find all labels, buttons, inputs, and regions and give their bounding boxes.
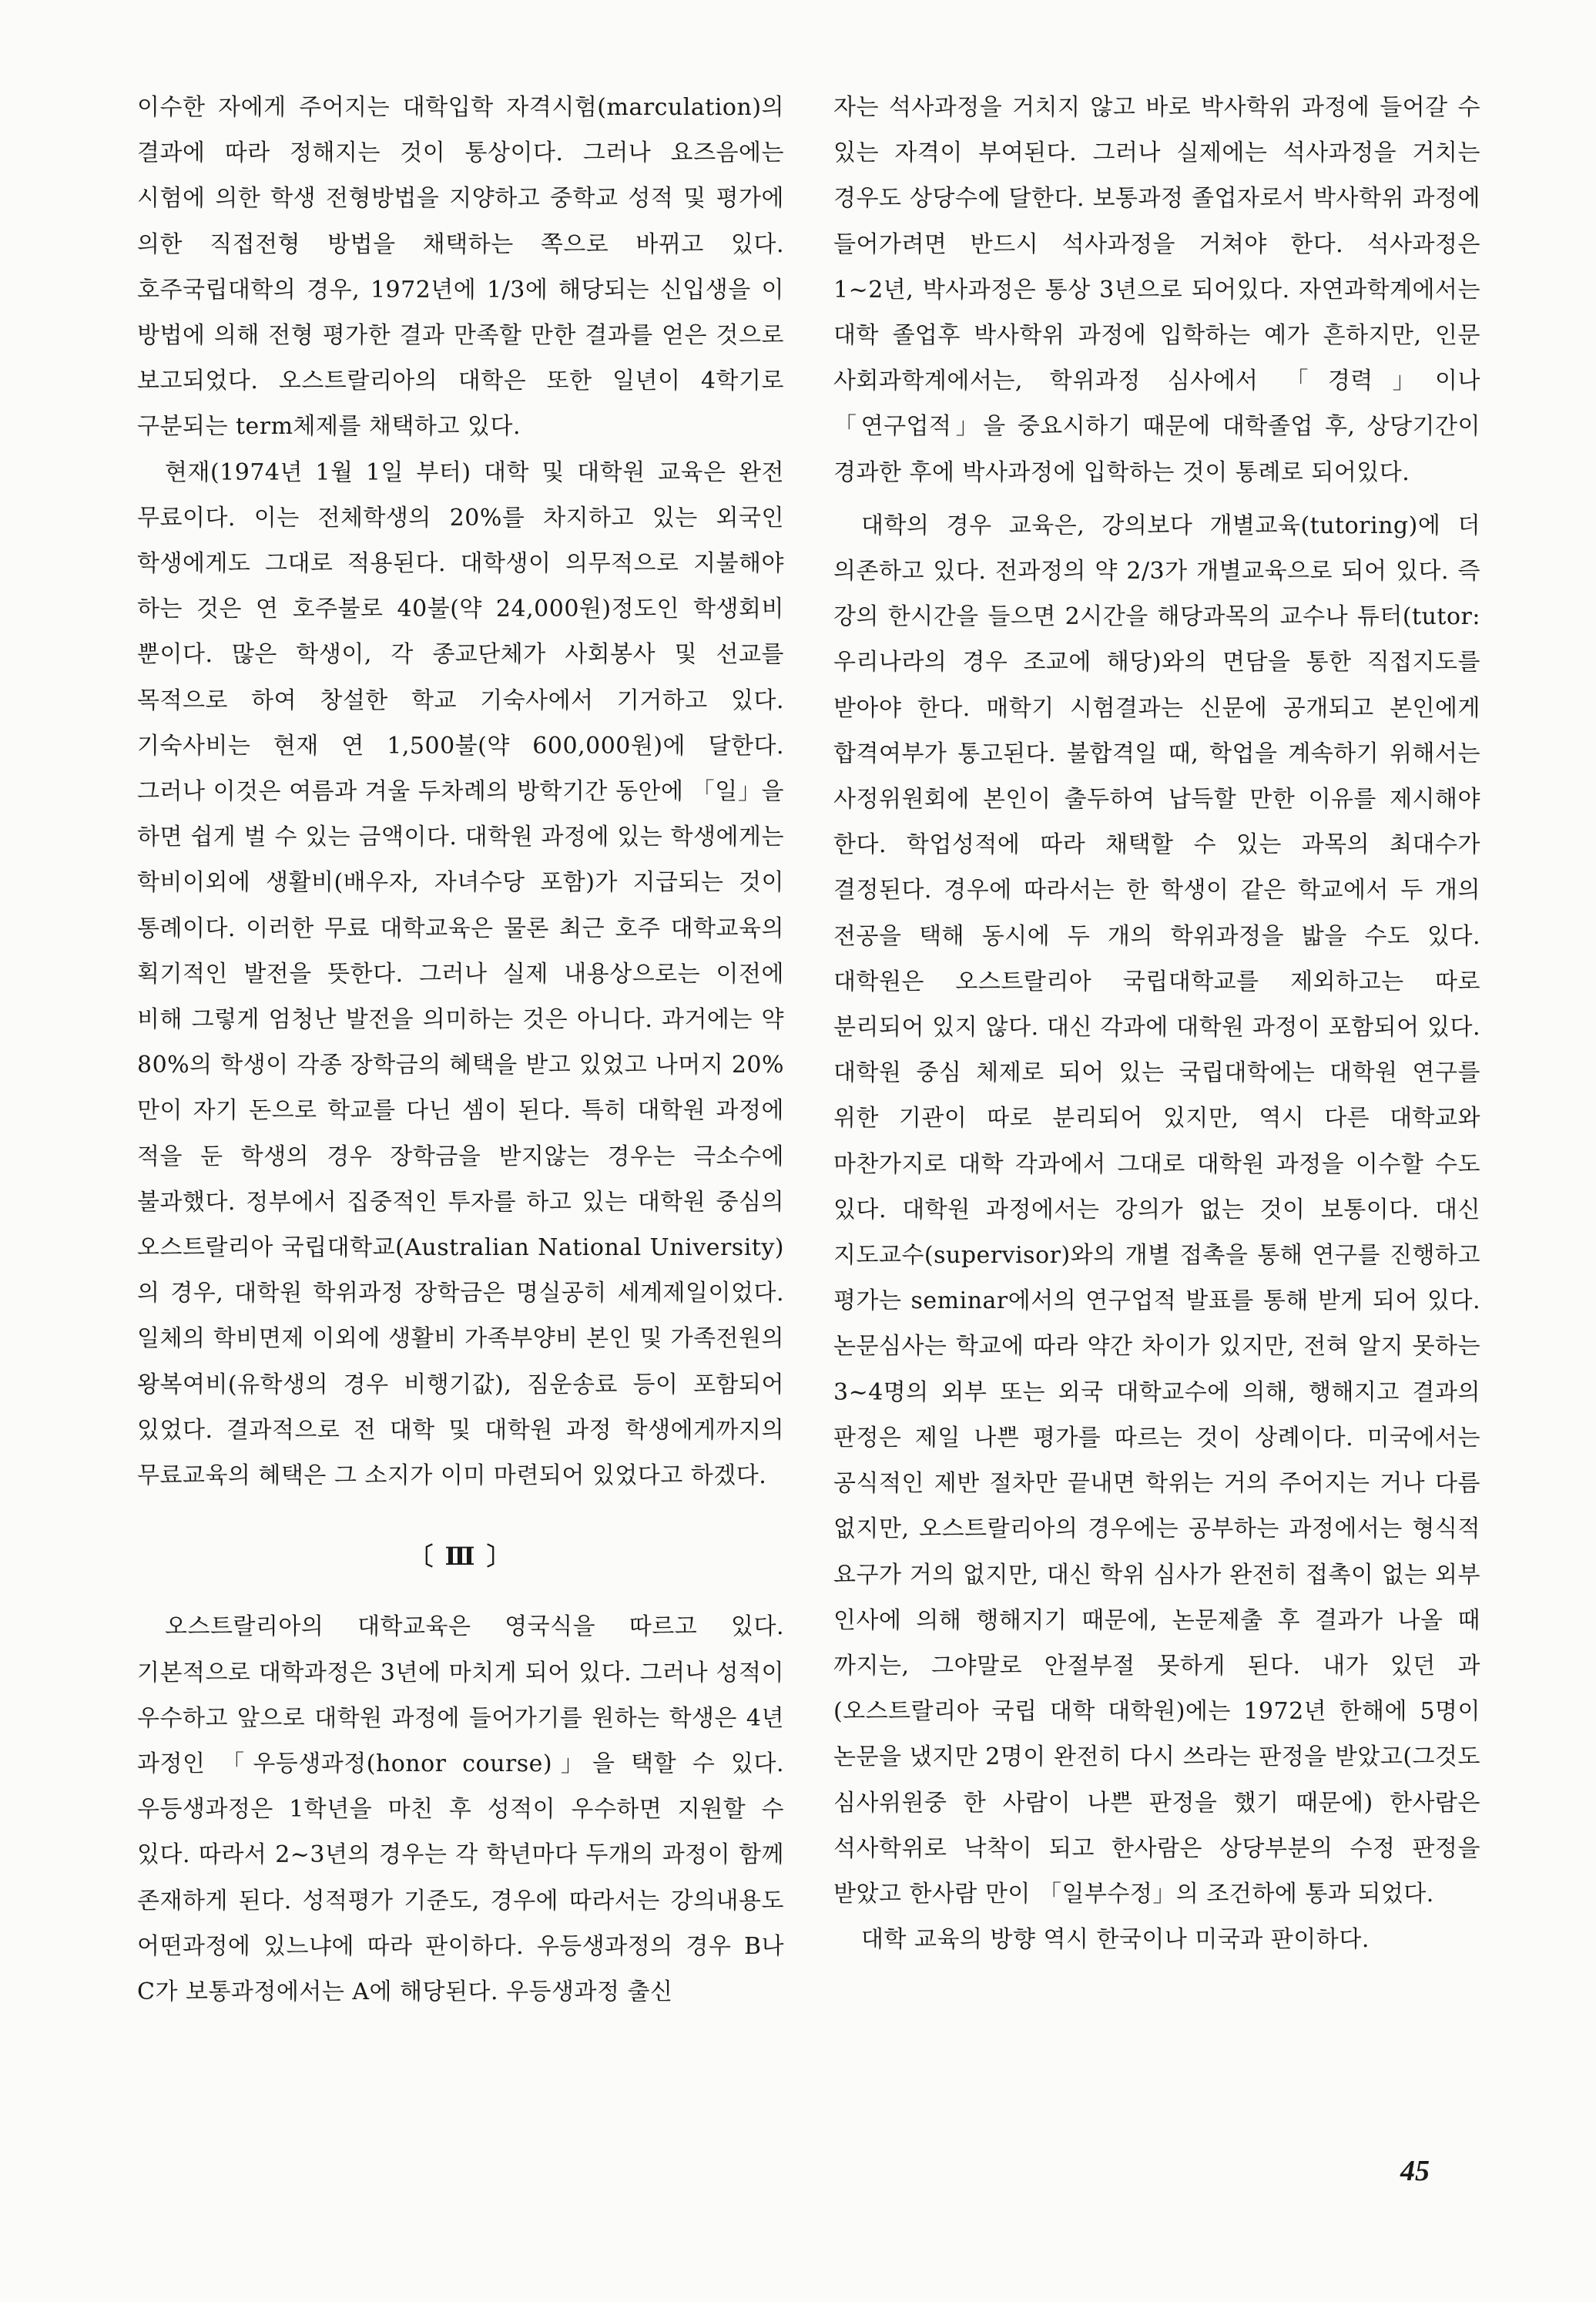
body-paragraph: 이수한 자에게 주어지는 대학입학 자격시험(marculation)의 결과에 따라 정해지는 것이 통상이다. 그러나 요즈음에는 시험에 의한 학생 전형방법을 지양하고 중학교 성적 및 평가에 의한 직접전형 방법을 채택하는 쪽으로 바뀌고 있다. 호주국립대학의 경우, 1972년에 1/3에 해당되는 신입생을 이 방법에 의해 전형 평가한 결과 만족할 만한 결과를 얻은 것으로 보고되었다. 오스트랄리아의 대학은 또한 일년이 4학기로 구분되는 term체제를 채택하고 있다. <box>137 94 784 441</box>
section-heading: 〔 Ⅲ 〕 <box>408 1542 513 1572</box>
body-paragraph: 현재(1974년 1월 1일 부터) 대학 및 대학원 교육은 완전 무료이다. 이는 전체학생의 20%를 차지하고 있는 외국인 학생에게도 그대로 적용된다. 대학생이 의무적으로 지불해야 하는 것은 연 호주불로 40불(약 24,000원)정도인 학생회비 뿐이다. 많은 학생이, 각 종교단체가 사회봉사 및 선교를 목적으로 하여 창설한 학교 기숙사에서 기거하고 있다. 기숙사비는 현재 연 1,500불(약 600,000원)에 달한다. 그러나 이것은 여름과 겨울 두차례의 방학기간 동안에 「일」을 하면 쉽게 벌 수 있는 금액이다. 대학원 과정에 있는 학생에게는 학비이외에 생활비(배우자, 자녀수당 포함)가 지급되는 것이 통례이다. 이러한 무료 대학교육은 물론 최근 호주 대학교육의 획기적인 발전을 뜻한다. 그러나 실제 내용상으로는 이전에 비해 그렇게 엄청난 발전을 의미하는 것은 아니다. 과거에는 약 80%의 학생이 각종 장학금의 혜택을 받고 있었고 나머지 20%만이 자기 돈으로 학교를 다닌 셈이 된다. 특히 대학원 과정에 적을 둔 학생의 경우 장학금을 받지않는 경우는 극소수에 불과했다. 정부에서 집중적인 투자를 하고 있는 대학원 중심의 오스트랄리아 국립대학교(Australian National University)의 경우, 대학원 학위과정 장학금은 명실공히 세계제일이었다. 일체의 학비면제 이외에 생활비 가족부양비 본인 및 가족전원의 왕복여비(유학생의 경우 비행기값), 짐운송료 등이 포함되어 있었다. 결과적으로 전 대학 및 대학원 과정 학생에게까지의 무료교육의 혜택은 그 소지가 이미 마련되어 있었다고 하겠다. <box>137 458 784 1490</box>
body-paragraph: 대학 교육의 방향 역시 한국이나 미국과 판이하다. <box>861 1926 1370 1954</box>
left-column <box>137 85 784 2015</box>
body-paragraph: 오스트랄리아의 대학교육은 영국식을 따르고 있다. 기본적으로 대학과정은 3년에 마치게 되어 있다. 그러나 성적이 우수하고 앞으로 대학원 과정에 들어가기를 원하는 학생은 4년 과정인 「우등생과정(honor course)」을 택할 수 있다. 우등생과정은 1학년을 마친 후 성적이 우수하면 지원할 수 있다. 따라서 2~3년의 경우는 각 학년마다 두개의 과정이 함께 존재하게 된다. 성적평가 기준도, 경우에 따라서는 강의내용도 어떤과정에 있느냐에 따라 판이하다. 우등생과정의 경우 B나 C가 보통과정에서는 A에 해당된다. 우등생과정 출신 <box>137 1613 784 2005</box>
page-number: 45 <box>1400 2155 1430 2187</box>
body-paragraph: 자는 석사과정을 거치지 않고 바로 박사학위 과정에 들어갈 수 있는 자격이 부여된다. 그러나 실제에는 석사과정을 거치는 경우도 상당수에 달한다. 보통과정 졸업자로서 박사학위 과정에 들어가려면 반드시 석사과정을 거쳐야 한다. 석사과정은 1~2년, 박사과정은 통상 3년으로 되어있다. 자연과학계에서는 대학 졸업후 박사학위 과정에 입학하는 예가 흔하지만, 인문 사회과학계에서는, 학위과정 심사에서 「경력」이나 「연구업적」을 중요시하기 때문에 대학졸업 후, 상당기간이 경과한 후에 박사과정에 입학하는 것이 통례로 되어있다. <box>833 94 1480 486</box>
body-paragraph: 대학의 경우 교육은, 강의보다 개별교육(tutoring)에 더 의존하고 있다. 전과정의 약 2/3가 개별교육으로 되어 있다. 즉 강의 한시간을 들으면 2시간을 해당과목의 교수나 튜터(tutor: 우리나라의 경우 조교에 해당)와의 면담을 통한 직접지도를 받아야 한다. 매학기 시험결과는 신문에 공개되고 본인에게 합격여부가 통고된다. 불합격일 때, 학업을 계속하기 위해서는 사정위원회에 본인이 출두하여 납득할 만한 이유를 제시해야 한다. 학업성적에 따라 채택할 수 있는 과목의 최대수가 결정된다. 경우에 따라서는 한 학생이 같은 학교에서 두 개의 전공을 택해 동시에 두 개의 학위과정을 밟을 수도 있다. 대학원은 오스트랄리아 국립대학교를 제외하고는 따로 분리되어 있지 않다. 대신 각과에 대학원 과정이 포함되어 있다. 대학원 중심 체제로 되어 있는 국립대학에는 대학원 연구를 위한 기관이 따로 분리되어 있지만, 역시 다른 대학교와 마찬가지로 대학 각과에서 그대로 대학원 과정을 이수할 수도 있다. 대학원 과정에서는 강의가 없는 것이 보통이다. 대신 지도교수(supervisor)와의 개별 접촉을 통해 연구를 진행하고 평가는 seminar에서의 연구업적 발표를 통해 받게 되어 있다. 논문심사는 학교에 따라 약간 차이가 있지만, 전혀 알지 못하는 3~4명의 외부 또는 외국 대학교수에 의해, 행해지고 결과의 판정은 제일 나쁜 평가를 따르는 것이 상례이다. 미국에서는 공식적인 제반 절차만 끝내면 학위는 거의 주어지는 거나 다름 없지만, 오스트랄리아의 경우에는 공부하는 과정에서는 형식적 요구가 거의 없지만, 대신 학위 심사가 완전히 접촉이 없는 외부 인사에 의해 행해지기 때문에, 논문제출 후 결과가 나올 때 까지는, 그야말로 안절부절 못하게 된다. 내가 있던 과(오스트랄리아 국립 대학 대학원)에는 1972년 한해에 5명이 논문을 냈지만 2명이 완전히 다시 쓰라는 판정을 받았고(그것도 심사위원중 한 사람이 나쁜 판정을 했기 때문에) 한사람은 석사학위로 낙착이 되고 한사람은 상당부분의 수정 판정을 받았고 한사람 만이 「일부수정」의 조건하에 통과 되었다. <box>833 512 1480 1908</box>
right-column <box>833 85 1480 1962</box>
